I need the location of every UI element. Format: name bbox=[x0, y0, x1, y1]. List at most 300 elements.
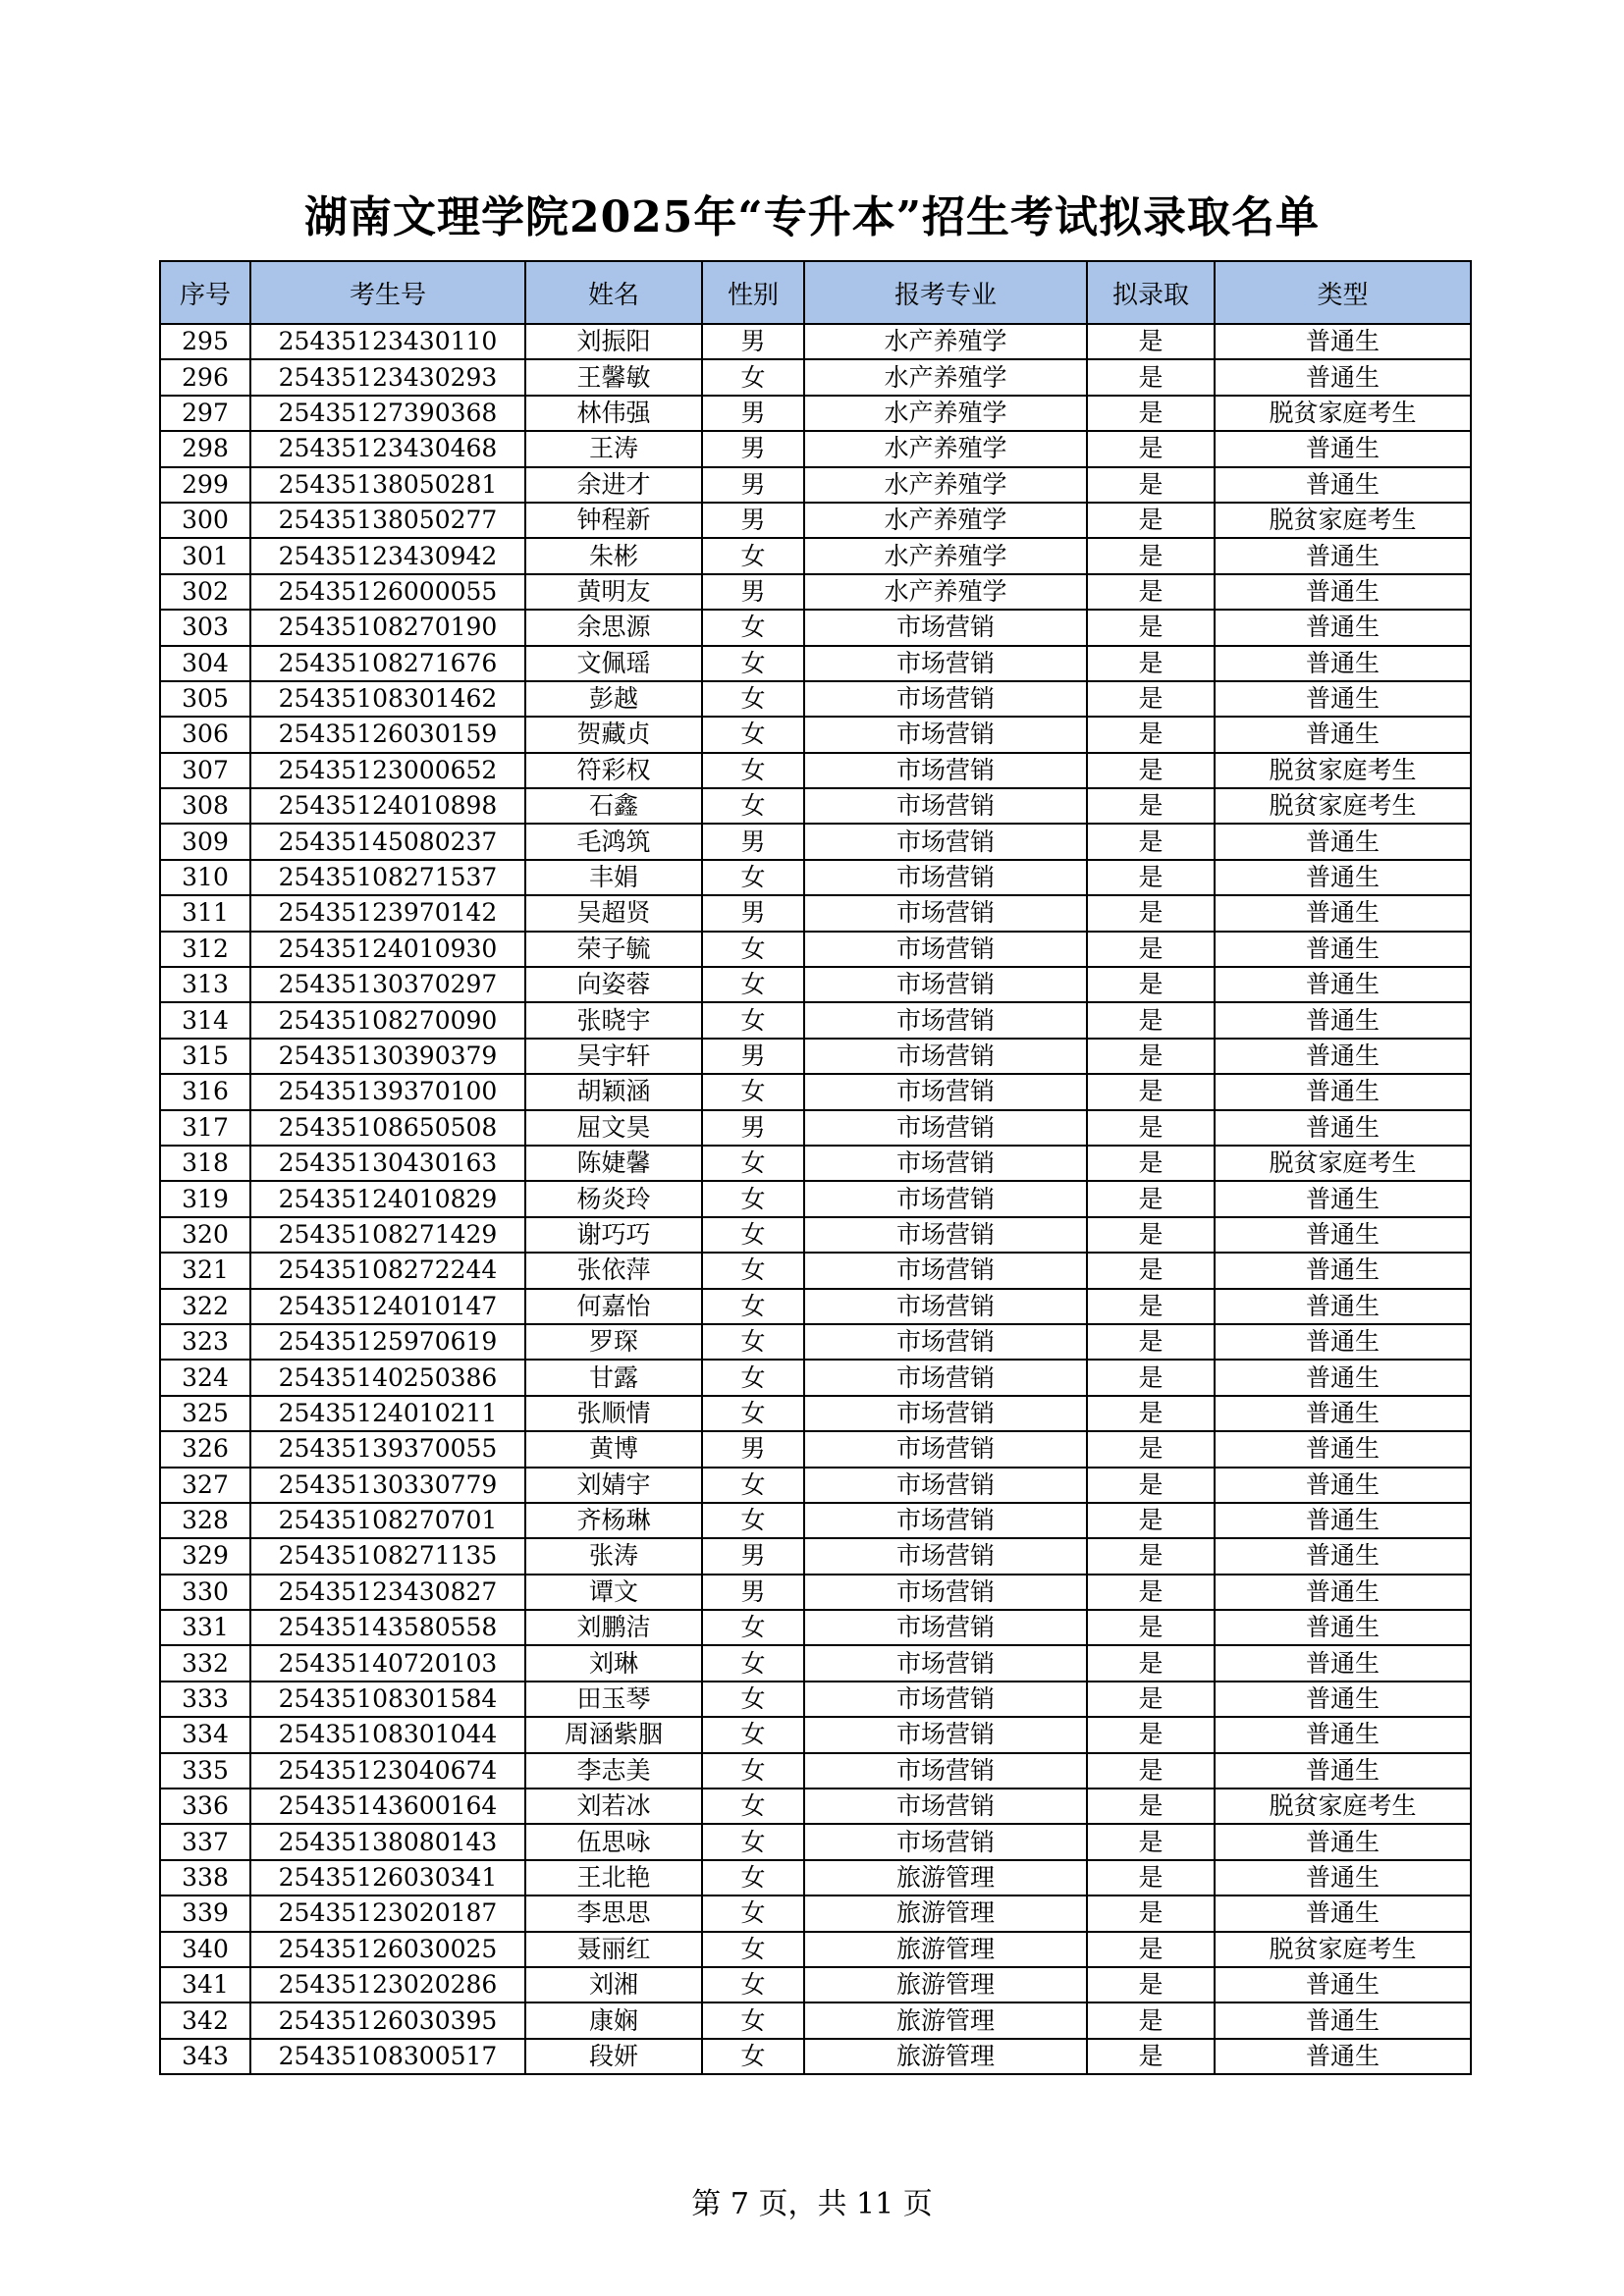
exam-id-cell: 25435145080237 bbox=[250, 824, 525, 859]
exam-id-cell: 25435108650508 bbox=[250, 1110, 525, 1146]
index-cell: 334 bbox=[160, 1717, 250, 1752]
index-cell: 322 bbox=[160, 1289, 250, 1324]
major-cell: 水产养殖学 bbox=[804, 503, 1087, 538]
admitted-cell: 是 bbox=[1087, 753, 1215, 788]
index-cell: 341 bbox=[160, 1967, 250, 2002]
index-cell: 297 bbox=[160, 396, 250, 431]
type-cell: 脱贫家庭考生 bbox=[1215, 1932, 1471, 1967]
gender-cell: 男 bbox=[702, 1538, 804, 1574]
major-cell: 旅游管理 bbox=[804, 1932, 1087, 1967]
major-cell: 水产养殖学 bbox=[804, 467, 1087, 503]
gender-cell: 女 bbox=[702, 2039, 804, 2074]
gender-cell: 女 bbox=[702, 359, 804, 395]
table-row bbox=[160, 1753, 1471, 1789]
column-header-name: 姓名 bbox=[525, 261, 702, 324]
admitted-cell: 是 bbox=[1087, 1896, 1215, 1931]
table-row bbox=[160, 538, 1471, 573]
gender-cell: 女 bbox=[702, 1074, 804, 1109]
admitted-cell: 是 bbox=[1087, 1002, 1215, 1038]
name-cell: 黄博 bbox=[525, 1431, 702, 1467]
table-row bbox=[160, 860, 1471, 895]
index-cell: 308 bbox=[160, 788, 250, 824]
admitted-cell: 是 bbox=[1087, 1824, 1215, 1859]
admitted-cell: 是 bbox=[1087, 503, 1215, 538]
exam-id-cell: 25435125970619 bbox=[250, 1324, 525, 1360]
admitted-cell: 是 bbox=[1087, 359, 1215, 395]
index-cell: 324 bbox=[160, 1360, 250, 1395]
major-cell: 市场营销 bbox=[804, 1468, 1087, 1503]
type-cell: 普通生 bbox=[1215, 1360, 1471, 1395]
exam-id-cell: 25435108301044 bbox=[250, 1717, 525, 1752]
exam-id-cell: 25435126000055 bbox=[250, 574, 525, 610]
admitted-cell: 是 bbox=[1087, 1860, 1215, 1896]
name-cell: 何嘉怡 bbox=[525, 1289, 702, 1324]
type-cell: 普通生 bbox=[1215, 1217, 1471, 1253]
type-cell: 普通生 bbox=[1215, 1824, 1471, 1859]
gender-cell: 女 bbox=[702, 788, 804, 824]
name-cell: 屈文昊 bbox=[525, 1110, 702, 1146]
major-cell: 市场营销 bbox=[804, 1396, 1087, 1431]
page-title: 湖南文理学院2025年“专升本”招生考试拟录取名单 bbox=[303, 192, 1321, 242]
admitted-cell: 是 bbox=[1087, 396, 1215, 431]
gender-cell: 男 bbox=[702, 431, 804, 466]
table-row bbox=[160, 1396, 1471, 1431]
name-cell: 王涛 bbox=[525, 431, 702, 466]
gender-cell: 女 bbox=[702, 1717, 804, 1752]
major-cell: 市场营销 bbox=[804, 1682, 1087, 1717]
gender-cell: 女 bbox=[702, 1824, 804, 1859]
exam-id-cell: 25435140720103 bbox=[250, 1645, 525, 1681]
exam-id-cell: 25435143580558 bbox=[250, 1610, 525, 1645]
table-row bbox=[160, 824, 1471, 859]
major-cell: 市场营销 bbox=[804, 1146, 1087, 1181]
type-cell: 普通生 bbox=[1215, 431, 1471, 466]
type-cell: 普通生 bbox=[1215, 932, 1471, 967]
table-row bbox=[160, 1575, 1471, 1610]
name-cell: 伍思咏 bbox=[525, 1824, 702, 1859]
exam-id-cell: 25435123430827 bbox=[250, 1575, 525, 1610]
name-cell: 丰娟 bbox=[525, 860, 702, 895]
index-cell: 337 bbox=[160, 1824, 250, 1859]
type-cell: 普通生 bbox=[1215, 1289, 1471, 1324]
table-row bbox=[160, 1431, 1471, 1467]
index-cell: 312 bbox=[160, 932, 250, 967]
name-cell: 符彩权 bbox=[525, 753, 702, 788]
type-cell: 普通生 bbox=[1215, 1860, 1471, 1896]
name-cell: 林伟强 bbox=[525, 396, 702, 431]
major-cell: 市场营销 bbox=[804, 681, 1087, 717]
name-cell: 余进才 bbox=[525, 467, 702, 503]
exam-id-cell: 25435108271676 bbox=[250, 646, 525, 681]
gender-cell: 女 bbox=[702, 1146, 804, 1181]
gender-cell: 女 bbox=[702, 1753, 804, 1789]
exam-id-cell: 25435123020286 bbox=[250, 1967, 525, 2002]
major-cell: 市场营销 bbox=[804, 1789, 1087, 1824]
table-row bbox=[160, 1217, 1471, 1253]
type-cell: 普通生 bbox=[1215, 1253, 1471, 1288]
admitted-cell: 是 bbox=[1087, 1645, 1215, 1681]
major-cell: 市场营销 bbox=[804, 610, 1087, 645]
type-cell: 普通生 bbox=[1215, 1896, 1471, 1931]
index-cell: 329 bbox=[160, 1538, 250, 1574]
admitted-cell: 是 bbox=[1087, 1682, 1215, 1717]
name-cell: 刘婧宇 bbox=[525, 1468, 702, 1503]
gender-cell: 女 bbox=[702, 1468, 804, 1503]
type-cell: 普通生 bbox=[1215, 1002, 1471, 1038]
index-cell: 311 bbox=[160, 895, 250, 931]
index-cell: 331 bbox=[160, 1610, 250, 1645]
table-row bbox=[160, 1538, 1471, 1574]
index-cell: 310 bbox=[160, 860, 250, 895]
index-cell: 330 bbox=[160, 1575, 250, 1610]
major-cell: 水产养殖学 bbox=[804, 431, 1087, 466]
type-cell: 普通生 bbox=[1215, 1682, 1471, 1717]
major-cell: 市场营销 bbox=[804, 1039, 1087, 1074]
type-cell: 普通生 bbox=[1215, 1074, 1471, 1109]
table-row bbox=[160, 1932, 1471, 1967]
gender-cell: 女 bbox=[702, 1932, 804, 1967]
admitted-cell: 是 bbox=[1087, 1146, 1215, 1181]
type-cell: 普通生 bbox=[1215, 967, 1471, 1002]
type-cell: 脱贫家庭考生 bbox=[1215, 503, 1471, 538]
type-cell: 脱贫家庭考生 bbox=[1215, 1789, 1471, 1824]
major-cell: 市场营销 bbox=[804, 1074, 1087, 1109]
type-cell: 普通生 bbox=[1215, 1324, 1471, 1360]
type-cell: 普通生 bbox=[1215, 1181, 1471, 1216]
index-cell: 321 bbox=[160, 1253, 250, 1288]
column-header-admitted: 拟录取 bbox=[1087, 261, 1215, 324]
admitted-cell: 是 bbox=[1087, 1396, 1215, 1431]
name-cell: 甘露 bbox=[525, 1360, 702, 1395]
gender-cell: 女 bbox=[702, 538, 804, 573]
admitted-cell: 是 bbox=[1087, 431, 1215, 466]
index-cell: 307 bbox=[160, 753, 250, 788]
name-cell: 文佩瑶 bbox=[525, 646, 702, 681]
name-cell: 刘鹏洁 bbox=[525, 1610, 702, 1645]
major-cell: 市场营销 bbox=[804, 1253, 1087, 1288]
name-cell: 胡颖涵 bbox=[525, 1074, 702, 1109]
admitted-cell: 是 bbox=[1087, 467, 1215, 503]
type-cell: 普通生 bbox=[1215, 574, 1471, 610]
name-cell: 荣子毓 bbox=[525, 932, 702, 967]
table-row bbox=[160, 431, 1471, 466]
name-cell: 刘琳 bbox=[525, 1645, 702, 1681]
major-cell: 旅游管理 bbox=[804, 2039, 1087, 2074]
gender-cell: 女 bbox=[702, 1002, 804, 1038]
index-cell: 318 bbox=[160, 1146, 250, 1181]
index-cell: 300 bbox=[160, 503, 250, 538]
gender-cell: 男 bbox=[702, 467, 804, 503]
exam-id-cell: 25435108271537 bbox=[250, 860, 525, 895]
admitted-cell: 是 bbox=[1087, 1217, 1215, 1253]
table-row bbox=[160, 1896, 1471, 1931]
type-cell: 普通生 bbox=[1215, 681, 1471, 717]
column-header-major: 报考专业 bbox=[804, 261, 1087, 324]
index-cell: 306 bbox=[160, 717, 250, 752]
exam-id-cell: 25435124010898 bbox=[250, 788, 525, 824]
gender-cell: 男 bbox=[702, 1039, 804, 1074]
exam-id-cell: 25435130370297 bbox=[250, 967, 525, 1002]
name-cell: 谭文 bbox=[525, 1575, 702, 1610]
table-row bbox=[160, 1146, 1471, 1181]
name-cell: 毛鸿筑 bbox=[525, 824, 702, 859]
admitted-cell: 是 bbox=[1087, 1324, 1215, 1360]
index-cell: 343 bbox=[160, 2039, 250, 2074]
name-cell: 聂丽红 bbox=[525, 1932, 702, 1967]
type-cell: 普通生 bbox=[1215, 2002, 1471, 2038]
index-cell: 313 bbox=[160, 967, 250, 1002]
table-body bbox=[160, 324, 1471, 2074]
major-cell: 水产养殖学 bbox=[804, 574, 1087, 610]
major-cell: 市场营销 bbox=[804, 1503, 1087, 1538]
exam-id-cell: 25435123430293 bbox=[250, 359, 525, 395]
gender-cell: 女 bbox=[702, 1360, 804, 1395]
type-cell: 普通生 bbox=[1215, 1753, 1471, 1789]
gender-cell: 男 bbox=[702, 396, 804, 431]
table-row bbox=[160, 717, 1471, 752]
admitted-cell: 是 bbox=[1087, 1538, 1215, 1574]
name-cell: 刘振阳 bbox=[525, 324, 702, 359]
admitted-cell: 是 bbox=[1087, 2039, 1215, 2074]
exam-id-cell: 25435123970142 bbox=[250, 895, 525, 931]
index-cell: 296 bbox=[160, 359, 250, 395]
admitted-cell: 是 bbox=[1087, 324, 1215, 359]
admitted-cell: 是 bbox=[1087, 1039, 1215, 1074]
exam-id-cell: 25435108301584 bbox=[250, 1682, 525, 1717]
type-cell: 普通生 bbox=[1215, 1538, 1471, 1574]
name-cell: 吴宇轩 bbox=[525, 1039, 702, 1074]
name-cell: 齐杨琳 bbox=[525, 1503, 702, 1538]
name-cell: 余思源 bbox=[525, 610, 702, 645]
table-row bbox=[160, 1503, 1471, 1538]
admitted-cell: 是 bbox=[1087, 895, 1215, 931]
type-cell: 普通生 bbox=[1215, 538, 1471, 573]
admitted-cell: 是 bbox=[1087, 1074, 1215, 1109]
name-cell: 田玉琴 bbox=[525, 1682, 702, 1717]
table-row bbox=[160, 1253, 1471, 1288]
admitted-cell: 是 bbox=[1087, 1110, 1215, 1146]
table-row bbox=[160, 1181, 1471, 1216]
major-cell: 市场营销 bbox=[804, 717, 1087, 752]
exam-id-cell: 25435130330779 bbox=[250, 1468, 525, 1503]
type-cell: 普通生 bbox=[1215, 717, 1471, 752]
gender-cell: 女 bbox=[702, 932, 804, 967]
table-row bbox=[160, 753, 1471, 788]
admitted-cell: 是 bbox=[1087, 788, 1215, 824]
index-cell: 303 bbox=[160, 610, 250, 645]
admitted-cell: 是 bbox=[1087, 1431, 1215, 1467]
type-cell: 普通生 bbox=[1215, 1039, 1471, 1074]
name-cell: 王馨敏 bbox=[525, 359, 702, 395]
table-row bbox=[160, 324, 1471, 359]
exam-id-cell: 25435140250386 bbox=[250, 1360, 525, 1395]
major-cell: 市场营销 bbox=[804, 1110, 1087, 1146]
admitted-cell: 是 bbox=[1087, 1253, 1215, 1288]
exam-id-cell: 25435126030025 bbox=[250, 1932, 525, 1967]
exam-id-cell: 25435123000652 bbox=[250, 753, 525, 788]
exam-id-cell: 25435124010211 bbox=[250, 1396, 525, 1431]
type-cell: 脱贫家庭考生 bbox=[1215, 753, 1471, 788]
index-cell: 342 bbox=[160, 2002, 250, 2038]
exam-id-cell: 25435124010147 bbox=[250, 1289, 525, 1324]
gender-cell: 女 bbox=[702, 1896, 804, 1931]
gender-cell: 女 bbox=[702, 1860, 804, 1896]
name-cell: 张晓宇 bbox=[525, 1002, 702, 1038]
gender-cell: 女 bbox=[702, 646, 804, 681]
table-row bbox=[160, 1717, 1471, 1752]
name-cell: 向姿蓉 bbox=[525, 967, 702, 1002]
index-cell: 332 bbox=[160, 1645, 250, 1681]
index-cell: 340 bbox=[160, 1932, 250, 1967]
type-cell: 普通生 bbox=[1215, 1967, 1471, 2002]
index-cell: 319 bbox=[160, 1181, 250, 1216]
type-cell: 普通生 bbox=[1215, 895, 1471, 931]
type-cell: 普通生 bbox=[1215, 359, 1471, 395]
admitted-cell: 是 bbox=[1087, 1575, 1215, 1610]
major-cell: 市场营销 bbox=[804, 1610, 1087, 1645]
exam-id-cell: 25435124010930 bbox=[250, 932, 525, 967]
major-cell: 市场营销 bbox=[804, 932, 1087, 967]
admitted-cell: 是 bbox=[1087, 2002, 1215, 2038]
column-header-gender: 性别 bbox=[702, 261, 804, 324]
major-cell: 市场营销 bbox=[804, 1824, 1087, 1859]
admitted-cell: 是 bbox=[1087, 1717, 1215, 1752]
admitted-cell: 是 bbox=[1087, 1181, 1215, 1216]
table-row bbox=[160, 396, 1471, 431]
table-row bbox=[160, 1289, 1471, 1324]
admitted-cell: 是 bbox=[1087, 824, 1215, 859]
admitted-cell: 是 bbox=[1087, 646, 1215, 681]
gender-cell: 男 bbox=[702, 895, 804, 931]
table-row bbox=[160, 1610, 1471, 1645]
table-row bbox=[160, 467, 1471, 503]
type-cell: 普通生 bbox=[1215, 1396, 1471, 1431]
exam-id-cell: 25435123430942 bbox=[250, 538, 525, 573]
gender-cell: 女 bbox=[702, 1217, 804, 1253]
major-cell: 市场营销 bbox=[804, 1324, 1087, 1360]
gender-cell: 女 bbox=[702, 967, 804, 1002]
table-row bbox=[160, 2039, 1471, 2074]
table-row bbox=[160, 1324, 1471, 1360]
major-cell: 市场营销 bbox=[804, 1431, 1087, 1467]
exam-id-cell: 25435123430110 bbox=[250, 324, 525, 359]
gender-cell: 女 bbox=[702, 753, 804, 788]
major-cell: 水产养殖学 bbox=[804, 359, 1087, 395]
exam-id-cell: 25435108270701 bbox=[250, 1503, 525, 1538]
major-cell: 市场营销 bbox=[804, 1289, 1087, 1324]
index-cell: 320 bbox=[160, 1217, 250, 1253]
table-row bbox=[160, 2002, 1471, 2038]
name-cell: 谢巧巧 bbox=[525, 1217, 702, 1253]
major-cell: 市场营销 bbox=[804, 1360, 1087, 1395]
exam-id-cell: 25435108300517 bbox=[250, 2039, 525, 2074]
exam-id-cell: 25435139370055 bbox=[250, 1431, 525, 1467]
major-cell: 市场营销 bbox=[804, 1753, 1087, 1789]
admitted-cell: 是 bbox=[1087, 717, 1215, 752]
table-row bbox=[160, 895, 1471, 931]
exam-id-cell: 25435127390368 bbox=[250, 396, 525, 431]
index-cell: 335 bbox=[160, 1753, 250, 1789]
index-cell: 295 bbox=[160, 324, 250, 359]
admitted-cell: 是 bbox=[1087, 1610, 1215, 1645]
index-cell: 336 bbox=[160, 1789, 250, 1824]
type-cell: 普通生 bbox=[1215, 1431, 1471, 1467]
name-cell: 杨炎玲 bbox=[525, 1181, 702, 1216]
gender-cell: 女 bbox=[702, 717, 804, 752]
table-row bbox=[160, 610, 1471, 645]
admitted-cell: 是 bbox=[1087, 1468, 1215, 1503]
index-cell: 323 bbox=[160, 1324, 250, 1360]
gender-cell: 女 bbox=[702, 681, 804, 717]
table-row bbox=[160, 1468, 1471, 1503]
type-cell: 普通生 bbox=[1215, 646, 1471, 681]
index-cell: 301 bbox=[160, 538, 250, 573]
exam-id-cell: 25435138080143 bbox=[250, 1824, 525, 1859]
table-row bbox=[160, 1110, 1471, 1146]
gender-cell: 女 bbox=[702, 1253, 804, 1288]
admitted-cell: 是 bbox=[1087, 1789, 1215, 1824]
table-row bbox=[160, 788, 1471, 824]
exam-id-cell: 25435108272244 bbox=[250, 1253, 525, 1288]
gender-cell: 女 bbox=[702, 1789, 804, 1824]
exam-id-cell: 25435123040674 bbox=[250, 1753, 525, 1789]
major-cell: 市场营销 bbox=[804, 1575, 1087, 1610]
type-cell: 普通生 bbox=[1215, 1110, 1471, 1146]
exam-id-cell: 25435108271135 bbox=[250, 1538, 525, 1574]
major-cell: 市场营销 bbox=[804, 1217, 1087, 1253]
column-header-index: 序号 bbox=[160, 261, 250, 324]
major-cell: 市场营销 bbox=[804, 860, 1087, 895]
table-row bbox=[160, 1645, 1471, 1681]
table-row bbox=[160, 1074, 1471, 1109]
index-cell: 339 bbox=[160, 1896, 250, 1931]
table-row bbox=[160, 1789, 1471, 1824]
name-cell: 吴超贤 bbox=[525, 895, 702, 931]
name-cell: 李思思 bbox=[525, 1896, 702, 1931]
gender-cell: 女 bbox=[702, 610, 804, 645]
exam-id-cell: 25435126030341 bbox=[250, 1860, 525, 1896]
exam-id-cell: 25435123020187 bbox=[250, 1896, 525, 1931]
type-cell: 普通生 bbox=[1215, 1610, 1471, 1645]
index-cell: 309 bbox=[160, 824, 250, 859]
name-cell: 张涛 bbox=[525, 1538, 702, 1574]
exam-id-cell: 25435126030159 bbox=[250, 717, 525, 752]
type-cell: 普通生 bbox=[1215, 1575, 1471, 1610]
table-row bbox=[160, 574, 1471, 610]
index-cell: 333 bbox=[160, 1682, 250, 1717]
major-cell: 旅游管理 bbox=[804, 1860, 1087, 1896]
major-cell: 水产养殖学 bbox=[804, 538, 1087, 573]
exam-id-cell: 25435108270090 bbox=[250, 1002, 525, 1038]
type-cell: 普通生 bbox=[1215, 324, 1471, 359]
name-cell: 彭越 bbox=[525, 681, 702, 717]
type-cell: 普通生 bbox=[1215, 467, 1471, 503]
gender-cell: 男 bbox=[702, 324, 804, 359]
admitted-cell: 是 bbox=[1087, 1753, 1215, 1789]
exam-id-cell: 25435108271429 bbox=[250, 1217, 525, 1253]
name-cell: 刘湘 bbox=[525, 1967, 702, 2002]
major-cell: 市场营销 bbox=[804, 967, 1087, 1002]
name-cell: 张顺情 bbox=[525, 1396, 702, 1431]
major-cell: 市场营销 bbox=[804, 1538, 1087, 1574]
gender-cell: 女 bbox=[702, 1645, 804, 1681]
type-cell: 普通生 bbox=[1215, 1645, 1471, 1681]
admitted-cell: 是 bbox=[1087, 860, 1215, 895]
gender-cell: 女 bbox=[702, 1181, 804, 1216]
admitted-cell: 是 bbox=[1087, 574, 1215, 610]
column-header-type: 类型 bbox=[1215, 261, 1471, 324]
name-cell: 黄明友 bbox=[525, 574, 702, 610]
